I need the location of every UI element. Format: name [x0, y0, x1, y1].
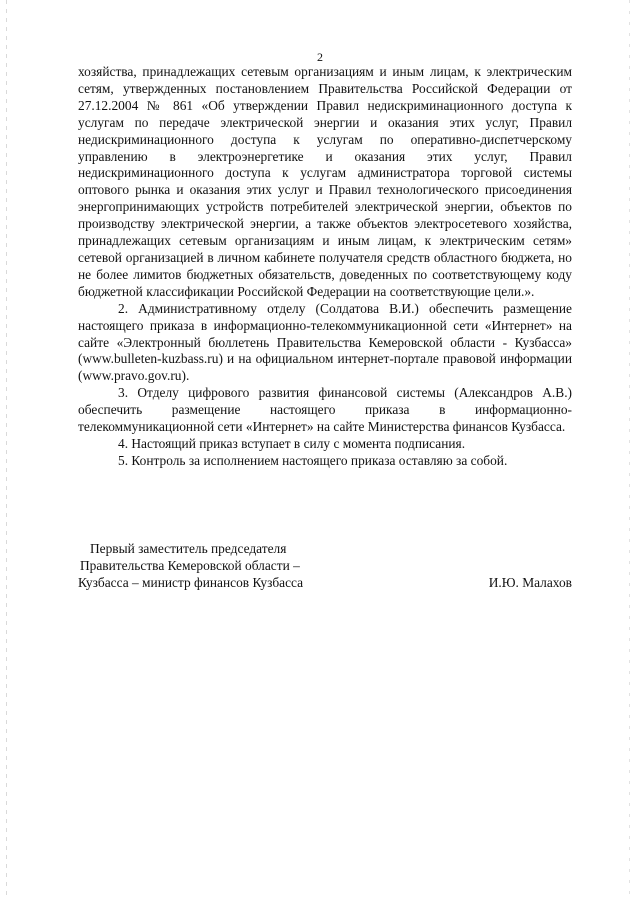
paragraph-item-2: 2. Административному отделу (Солдатова В.И.) обеспечить размещение настоящего приказа в информационно-телекоммуникационной сети «Интернет» на сайте «Электронный бюллетень Правительства Кемеровской области - Кузбасса» (www.bulleten-kuzbass.ru) и на официальном интернет-портале правовой информации (www.pravo.gov.ru). [78, 300, 572, 384]
signatory-title-line-2: Правительства Кемеровской области – [80, 558, 300, 573]
signatory-title-line-1: Первый заместитель председателя [90, 541, 287, 556]
page-number: 2 [317, 50, 323, 64]
scan-edge-left [6, 0, 7, 899]
document-body [78, 64, 572, 470]
signatory-name: И.Ю. Малахов [488, 575, 572, 590]
paragraph-item-5: 5. Контроль за исполнением настоящего приказа оставляю за собой. [118, 452, 508, 468]
scan-edge-right [629, 0, 630, 899]
paragraph-item-4: 4. Настоящий приказ вступает в силу с момента подписания. [118, 435, 466, 451]
paragraph-continuation: хозяйства, принадлежащих сетевым организациям и иным лицам, к электрическим сетям, утвержденных постановлением Правительства Российской Федерации от 27.12.2004 № 861 «Об утверждении Правил недискриминационного доступа к услугам по передаче электрической энергии и оказания этих услуг, Правил недискриминационного доступа к услугам по оперативно-диспетчерскому управлению в электроэнергетике и оказания этих услуг, Правил недискриминационного доступа к услугам администратора торговой системы оптового рынка и оказания этих услуг и Правил технологического присоединения энергопринимающих устройств потребителей электрической энергии, объектов по производству электрической энергии, а также объектов электросетевого хозяйства, принадлежащих сетевым организациям и иным лицам, к электрическим сетям» сетевой организацией в личном кабинете получателя средств областного бюджета, но не более лимитов бюджетных обязательств, доведенных по соответствующему коду бюджетной классификации Российской Федерации на соответствующие цели.». [78, 64, 572, 299]
paragraph-item-3: 3. Отделу цифрового развития финансовой системы (Александров А.В.) обеспечить размещение настоящего приказа в информационно-телекоммуникационной сети «Интернет» на сайте Министерства финансов Кузбасса. [78, 385, 572, 435]
signatory-title-line-3: Кузбасса – министр финансов Кузбасса [78, 575, 304, 590]
signature-block [78, 540, 572, 591]
